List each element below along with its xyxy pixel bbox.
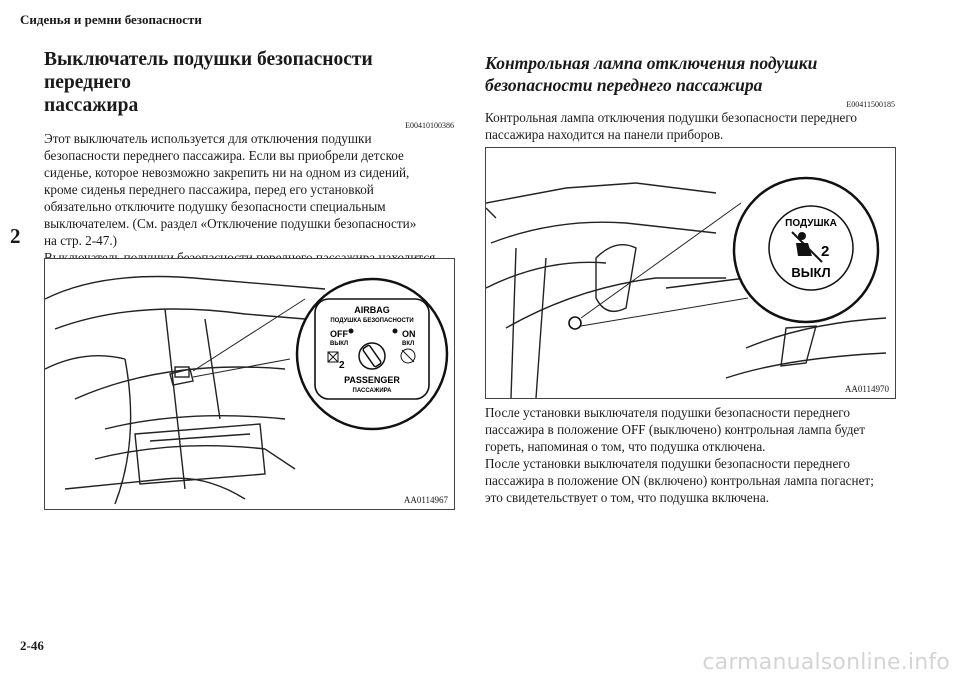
switch-passenger-ru-label: ПАССАЖИРА: [352, 388, 392, 394]
right-section-code: E00411500185: [846, 100, 895, 109]
dashboard-illustration: [486, 148, 895, 398]
right-after-text: [485, 404, 895, 506]
watermark-text: carmanualsonline.info: [702, 650, 950, 675]
lamp-bottom-text: ВЫКЛ: [791, 265, 831, 280]
left-column: [44, 48, 454, 283]
switch-passenger-label: PASSENGER: [344, 375, 400, 385]
right-column: [485, 52, 895, 143]
chapter-tab: 2: [10, 224, 21, 248]
switch-off-ru-label: ВЫКЛ: [330, 341, 349, 347]
page-number: 2-46: [20, 638, 44, 653]
indicator-lamp-figure: [485, 147, 896, 399]
switch-on-label: ON: [402, 329, 416, 339]
switch-airbag-ru-label: ПОДУШКА БЕЗОПАСНОСТИ: [330, 318, 414, 324]
lamp-top-text: ПОДУШКА: [785, 218, 837, 229]
left-paragraph: Этот выключатель используется для отключения подушки безопасности переднего пассажира. Если вы приобрели детское сиденье, которое невозможно закрепить ни на одном из сидений, кроме сиденья переднего пассажира, перед его установкой обязательно отключите подушку безопасности специальным выключателем. (См. раздел «Отключение подушки безопасности» на стр. 2-47.): [44, 131, 417, 248]
lamp-num-label: 2: [821, 243, 830, 260]
right-paragraph: Контрольная лампа отключения подушки безопасности переднего пассажира находится на панели приборов.: [485, 110, 858, 142]
section-header: Сиденья и ремни безопасности: [20, 12, 202, 27]
airbag-switch-figure: [44, 258, 455, 510]
switch-airbag-label: AIRBAG: [354, 305, 390, 315]
right-figure-label: AA0114970: [844, 384, 889, 394]
left-section-code: E00410100386: [405, 121, 454, 130]
left-section-title: Выключатель подушки безопасности переднего пассажира: [44, 49, 373, 116]
right-after-paragraph: После установки выключателя подушки безопасности переднего пассажира в положение OFF (выключено) контрольная лампа будет гореть, напоминая о том, что подушка отключена. После установки выключателя подушки безопасности переднего пассажира в положение ON (включено) контрольная лампа погаснет; это свидетельствует о том, что подушка включена.: [485, 405, 874, 505]
switch-knob-icon: [359, 343, 385, 369]
switch-num-label: 2: [339, 360, 345, 371]
right-section-title: Контрольная лампа отключения подушки безопасности переднего пассажира: [485, 53, 818, 95]
switch-on-ru-label: ВКЛ: [402, 341, 415, 347]
left-figure-label: AA0114967: [403, 495, 448, 505]
switch-off-label: OFF: [330, 329, 348, 339]
glovebox-illustration: [45, 259, 454, 509]
